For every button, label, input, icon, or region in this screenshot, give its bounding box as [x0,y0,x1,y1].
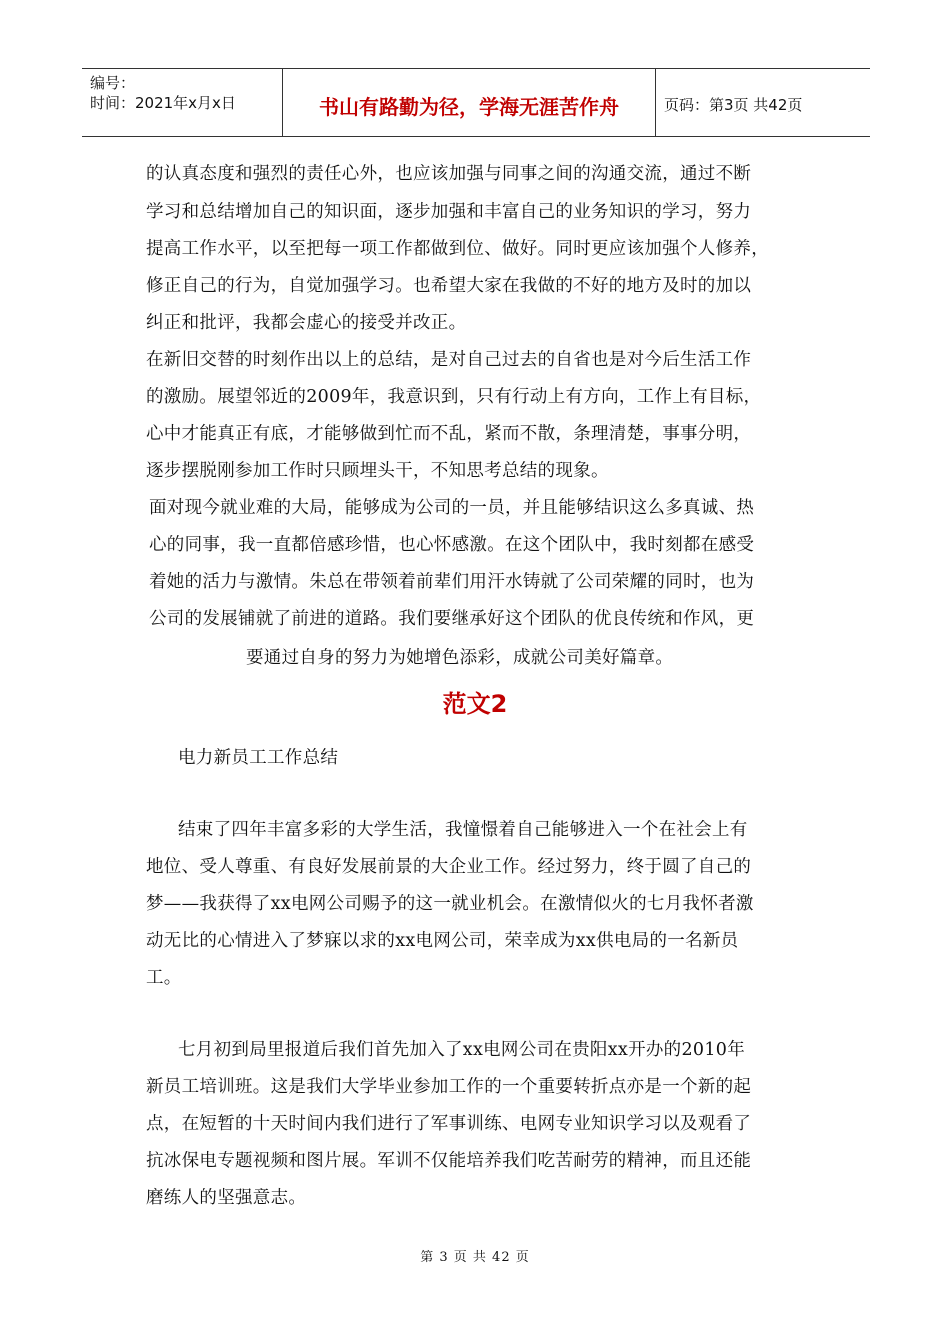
article-line: 新员工培训班。这是我们大学毕业参加工作的一个重要转折点亦是一个新的起 [146,1077,752,1097]
section-heading: 范文2 [442,690,508,718]
body-line: 逐步摆脱刚参加工作时只顾埋头干，不知思考总结的现象。 [146,461,609,481]
article-line: 动无比的心情进入了梦寐以求的xx电网公司，荣幸成为xx供电局的一名新员 [146,931,739,951]
body-line: 面对现今就业难的大局，能够成为公司的一员，并且能够结识这么多真诚、热 [149,498,755,518]
body-line: 的激励。展望邻近的2009年，我意识到，只有行动上有方向，工作上有目标， [146,387,762,407]
article-line: 工。 [146,968,182,988]
page-footer: 第 3 页 共 42 页 [420,1250,530,1265]
body-line: 纠正和批评，我都会虚心的接受并改正。 [146,313,467,333]
body-line: 在新旧交替的时刻作出以上的总结，是对自己过去的自省也是对今后生活工作 [146,350,752,370]
article-line: 地位、受人尊重、有良好发展前景的大企业工作。经过努力，终于圆了自己的 [146,857,752,877]
header-motto: 书山有路勤为径，学海无涯苦作舟 [282,69,656,136]
body-line: 的认真态度和强烈的责任心外，也应该加强与同事之间的沟通交流，通过不断 [146,164,752,184]
article-line: 抗冰保电专题视频和图片展。军训不仅能培养我们吃苦耐劳的精神，而且还能 [146,1151,752,1171]
body-line: 修正自己的行为，自觉加强学习。也希望大家在我做的不好的地方及时的加以 [146,276,752,296]
article-line: 结束了四年丰富多彩的大学生活，我憧憬着自己能够进入一个在社会上有 [178,820,748,840]
body-line: 学习和总结增加自己的知识面，逐步加强和丰富自己的业务知识的学习，努力 [146,202,752,222]
body-line: 心的同事，我一直都倍感珍惜，也心怀感激。在这个团队中，我时刻都在感受 [149,535,755,555]
article-line: 梦——我获得了xx电网公司赐予的这一就业机会。在激情似火的七月我怀者激 [146,894,754,914]
header-page-info: 页码：第3页 共42页 [664,96,803,114]
body-line: 着她的活力与激情。朱总在带领着前辈们用汗水铸就了公司荣耀的同时，也为 [149,572,755,592]
body-line: 心中才能真正有底，才能够做到忙而不乱，紧而不散，条理清楚，事事分明， [146,424,752,444]
body-line: 提高工作水平，以至把每一项工作都做到位、做好。同时更应该加强个人修养， [146,239,769,259]
body-line: 要通过自身的努力为她增色添彩，成就公司美好篇章。 [246,648,674,668]
number-label: 编号： [90,74,136,92]
page-header [82,68,870,137]
time-label: 时间：2021年x月x日 [90,94,236,112]
header-meta [82,69,282,136]
article-line: 七月初到局里报道后我们首先加入了xx电网公司在贵阳xx开办的2010年 [178,1040,746,1060]
article-title: 电力新员工工作总结 [178,748,339,768]
body-line: 公司的发展铺就了前进的道路。我们要继承好这个团队的优良传统和作风，更 [149,609,755,629]
article-line: 点，在短暂的十天时间内我们进行了军事训练、电网专业知识学习以及观看了 [146,1114,752,1134]
article-line: 磨练人的坚强意志。 [146,1188,307,1208]
